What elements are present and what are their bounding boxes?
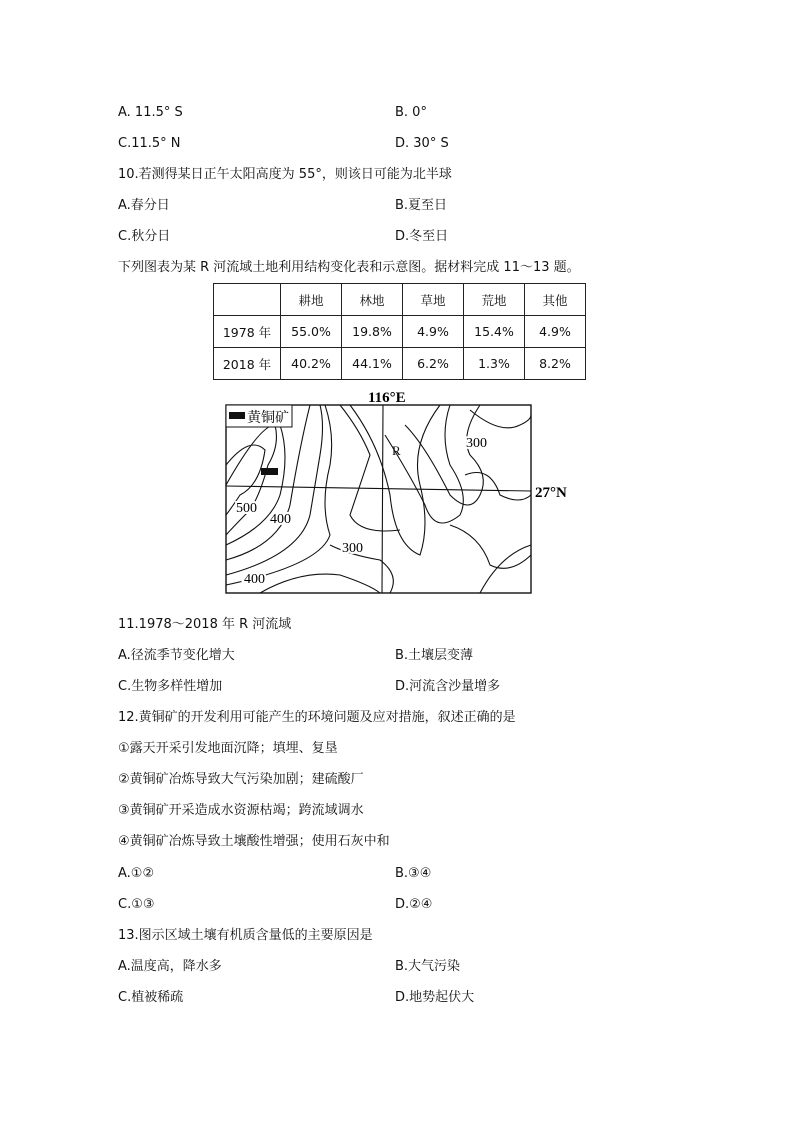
copper-mine-legend-icon	[229, 412, 245, 419]
contour-map	[220, 385, 570, 600]
q12-option-d: D.②④	[395, 897, 433, 912]
table-header: 耕地	[281, 284, 342, 316]
q11-option-b: B.土壤层变薄	[395, 648, 474, 663]
q13-option-b: B.大气污染	[395, 959, 461, 974]
table-row	[214, 316, 586, 348]
q9-option-b: B. 0°	[395, 105, 427, 120]
q13-option-c: C.植被稀疏	[118, 990, 184, 1005]
q12-item: ④黄铜矿冶炼导致土壤酸性增强；使用石灰中和	[118, 834, 390, 849]
table-cell: 6.2%	[403, 348, 464, 380]
table-cell: 2018 年	[214, 348, 281, 380]
q10-option-c: C.秋分日	[118, 229, 171, 244]
q13-option-a: A.温度高，降水多	[118, 959, 222, 974]
table-cell: 8.2%	[525, 348, 586, 380]
table-cell: 44.1%	[342, 348, 403, 380]
river-label: R	[392, 443, 401, 458]
q9-option-d: D. 30° S	[395, 136, 449, 151]
table-row	[214, 348, 586, 380]
table-header: 荒地	[464, 284, 525, 316]
q11-option-c: C.生物多样性增加	[118, 679, 223, 694]
q11-option-d: D.河流含沙量增多	[395, 679, 501, 694]
table-cell: 4.9%	[403, 316, 464, 348]
q12-option-a: A.①②	[118, 866, 155, 881]
q13-option-d: D.地势起伏大	[395, 990, 475, 1005]
q10-option-a: A.春分日	[118, 198, 170, 213]
latitude-label: 27°N	[535, 485, 567, 501]
table-header: 草地	[403, 284, 464, 316]
table-cell: 40.2%	[281, 348, 342, 380]
table-header	[214, 284, 281, 316]
q10-option-b: B.夏至日	[395, 198, 448, 213]
q11-option-a: A.径流季节变化增大	[118, 648, 235, 663]
table-header: 林地	[342, 284, 403, 316]
contour-label: 400	[244, 572, 265, 587]
q12-option-c: C.①③	[118, 897, 155, 912]
table-cell: 15.4%	[464, 316, 525, 348]
q12-item: ①露天开采引发地面沉降；填埋、复垦	[118, 741, 338, 756]
q9-option-a: A. 11.5° S	[118, 105, 183, 120]
table-cell: 1.3%	[464, 348, 525, 380]
q13-stem: 13.图示区域土壤有机质含量低的主要原因是	[118, 928, 373, 943]
q10-stem: 10.若测得某日正午太阳高度为 55°，则该日可能为北半球	[118, 167, 452, 182]
contour-label: 300	[466, 436, 487, 451]
intro-text: 下列图表为某 R 河流域土地利用结构变化表和示意图。据材料完成 11～13 题。	[118, 260, 580, 275]
land-use-table	[213, 283, 586, 380]
longitude-label: 116°E	[368, 390, 406, 406]
copper-mine-marker-icon	[261, 468, 278, 475]
contour-label: 400	[270, 512, 291, 527]
table-cell: 1978 年	[214, 316, 281, 348]
table-cell: 55.0%	[281, 316, 342, 348]
contour-label: 500	[236, 501, 257, 516]
legend-label: 黄铜矿	[247, 410, 289, 426]
contour-label: 300	[342, 541, 363, 556]
table-header-row	[214, 284, 586, 316]
q9-option-c: C.11.5° N	[118, 136, 181, 151]
table-cell: 19.8%	[342, 316, 403, 348]
q11-stem: 11.1978～2018 年 R 河流域	[118, 617, 292, 632]
q12-item: ②黄铜矿冶炼导致大气污染加剧；建硫酸厂	[118, 772, 364, 787]
q12-stem: 12.黄铜矿的开发利用可能产生的环境问题及应对措施，叙述正确的是	[118, 710, 516, 725]
q10-option-d: D.冬至日	[395, 229, 449, 244]
table-cell: 4.9%	[525, 316, 586, 348]
q12-option-b: B.③④	[395, 866, 432, 881]
table-header: 其他	[525, 284, 586, 316]
q12-item: ③黄铜矿开采造成水资源枯竭；跨流域调水	[118, 803, 364, 818]
